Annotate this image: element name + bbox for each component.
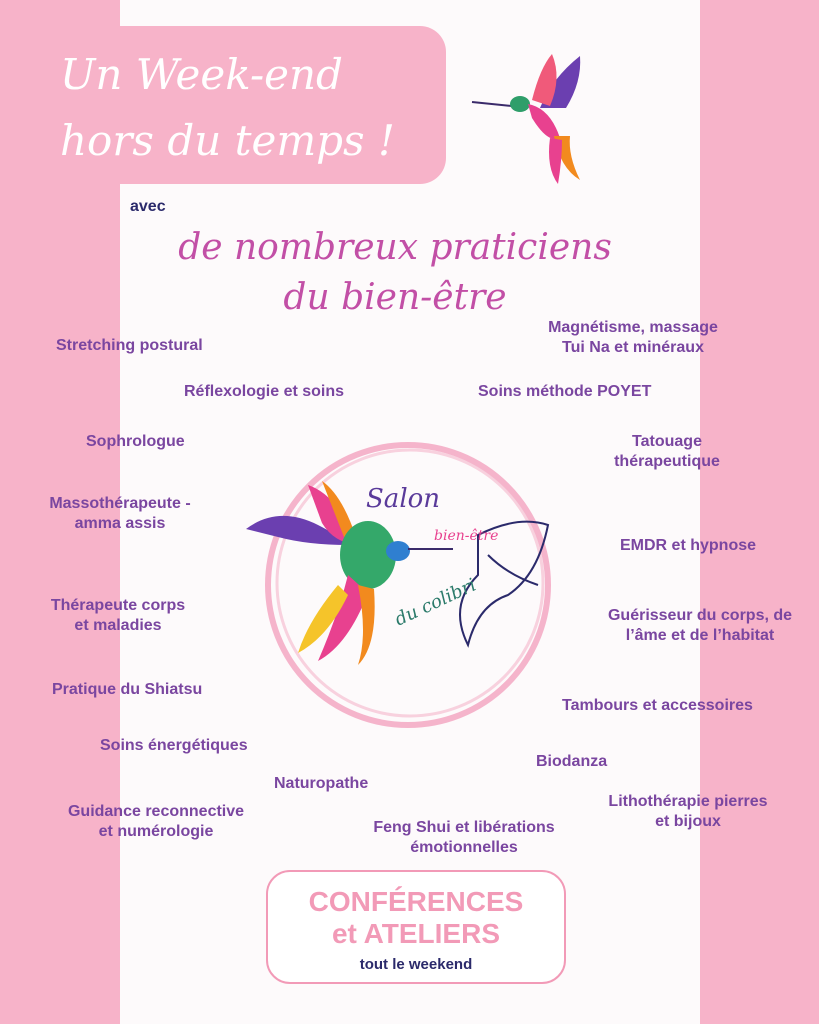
cta-line-2: et ATELIERS xyxy=(331,918,500,949)
practice-guidance xyxy=(50,802,262,842)
practice-massotherapeute xyxy=(30,494,210,534)
conferences-box xyxy=(266,870,566,984)
practice-massotherapeute-line-1: Massothérapeute - xyxy=(49,495,191,512)
practice-tambours: Tambours et accessoires xyxy=(562,697,753,714)
practice-emdr: EMDR et hypnose xyxy=(620,537,757,554)
practice-guidance-line-2: et numérologie xyxy=(98,823,214,840)
practice-massotherapeute-line-2: amma assis xyxy=(74,515,166,532)
practice-shiatsu: Pratique du Shiatsu xyxy=(52,681,203,698)
practice-lithotherapie xyxy=(590,792,786,832)
headline-line-1: de nombreux praticiens xyxy=(178,227,612,268)
practice-guerisseur-line-2: l’âme et de l’habitat xyxy=(625,627,775,644)
practice-tatouage xyxy=(592,432,742,472)
practice-therapeute-line-1: Thérapeute corps xyxy=(50,597,186,614)
practice-guerisseur xyxy=(588,606,812,646)
practice-poyet: Soins méthode POYET xyxy=(478,383,652,400)
cta-line-1: CONFÉRENCES xyxy=(308,886,524,917)
practice-guidance-line-1: Guidance reconnective xyxy=(67,803,245,820)
practice-lithotherapie-line-1: Lithothérapie pierres xyxy=(608,793,768,810)
practice-fengshui-line-2: émotionnelles xyxy=(410,839,518,856)
practice-sophrologue: Sophrologue xyxy=(86,433,185,450)
avec-label: avec xyxy=(130,198,166,215)
logo-bien-etre-text: bien-être xyxy=(434,528,499,544)
practice-fengshui xyxy=(354,818,574,858)
practice-therapeute xyxy=(44,596,192,636)
hummingbird-small-icon xyxy=(470,48,600,188)
practice-naturopathe: Naturopathe xyxy=(274,775,369,792)
title-text xyxy=(60,42,440,174)
practice-soins-energetiques: Soins énergétiques xyxy=(100,737,248,754)
headline-line-2: du bien-être xyxy=(283,277,507,318)
practice-tatouage-line-1: Tatouage xyxy=(632,433,702,450)
practice-magnetisme-line-1: Magnétisme, massage xyxy=(548,319,718,336)
practice-tatouage-line-2: thérapeutique xyxy=(614,453,720,470)
salon-logo-circle xyxy=(238,425,578,745)
practice-magnetisme-line-2: Tui Na et minéraux xyxy=(562,339,704,356)
practice-therapeute-line-2: et maladies xyxy=(74,617,162,634)
title-line-2: hors du temps ! xyxy=(60,116,395,165)
practice-magnetisme xyxy=(528,318,738,358)
title-line-1: Un Week-end xyxy=(60,50,343,99)
logo-du-colibri-text: du colibri xyxy=(391,574,480,631)
practice-stretching: Stretching postural xyxy=(56,337,203,354)
cta-line-3: tout le weekend xyxy=(359,956,473,973)
logo-salon-text: Salon xyxy=(366,484,441,514)
practice-reflexologie: Réflexologie et soins xyxy=(184,383,345,400)
practice-lithotherapie-line-2: et bijoux xyxy=(655,813,721,830)
practice-guerisseur-line-1: Guérisseur du corps, de xyxy=(607,607,793,624)
practice-biodanza: Biodanza xyxy=(536,753,608,770)
practice-fengshui-line-1: Feng Shui et libérations xyxy=(373,819,555,836)
right-pink-stripe xyxy=(700,0,819,1024)
